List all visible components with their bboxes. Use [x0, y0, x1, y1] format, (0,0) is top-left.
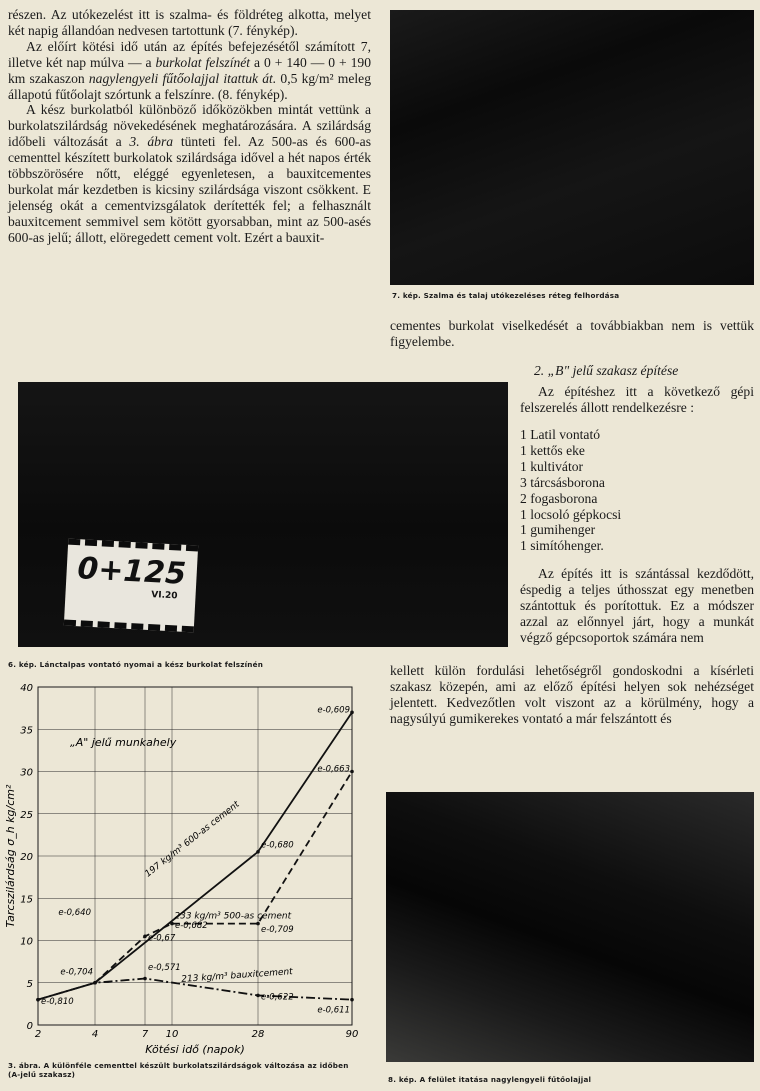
sign-date: VI.20	[150, 590, 178, 602]
data-label: e-0,640	[58, 908, 91, 919]
paragraph: Az előírt kötési idő után az építés befejezésétől számított 7, illetve két nap múlva — a burkolat felszínét a 0 + 140 — 0 + 190 km szakaszon nagylengyeli fűtőolajjal itattuk át. 0,5 kg/m² meleg állapotú fűtőolajt szórtunk a felszínre. (8. fénykép).	[8, 38, 372, 102]
data-point	[256, 850, 260, 854]
data-point	[350, 770, 354, 774]
caption-figure-3: 3. ábra. A különféle cementtel készült burkolatszilárdságok változása az időben (A-jelű szakasz)	[8, 1061, 349, 1079]
data-label: e-0,709	[261, 925, 294, 936]
photo-6	[18, 382, 508, 647]
series-label: 197 kg/m³ 600-as cement	[143, 799, 242, 880]
y-tick-label: 20	[20, 852, 33, 863]
list-item: 3 tárcsásborona	[520, 474, 605, 490]
data-label: e-0,810	[41, 996, 74, 1007]
strength-chart	[0, 675, 370, 1056]
x-tick-label: 4	[91, 1029, 99, 1040]
y-tick-label: 10	[20, 936, 33, 948]
series-label: 233 kg/m³ 500-as cement	[174, 911, 292, 922]
paragraph: kellett külön fordulási lehetőségről gondoskodni a kísérleti szakasz közepén, ami az előző építési helyen sok nehézséget jelentett. Kedvezőtlen volt viszont az a körülmény, hogy a nagysúlyú gumikerekes vontató a már felszántott és	[390, 663, 754, 726]
y-tick-label: 30	[20, 767, 33, 779]
data-label: e-0,67	[148, 933, 176, 944]
data-label: e-0,571	[148, 963, 181, 974]
data-label: e-0,682	[175, 920, 208, 931]
data-label: e-0,680	[261, 840, 294, 851]
list-item: 1 kultivátor	[520, 458, 584, 474]
x-axis-label: Kötési idő (napok)	[145, 1043, 245, 1056]
x-tick-label: 2	[34, 1029, 42, 1040]
y-tick-label: 25	[20, 809, 33, 821]
caption-photo-8: 8. kép. A felület itatása nagylengyeli fűtőolajjal	[388, 1075, 592, 1084]
x-tick-label: 90	[345, 1029, 359, 1040]
x-tick-label: 28	[251, 1029, 265, 1040]
data-label: e-0,622	[261, 992, 294, 1003]
paragraph: részen. Az utókezelést itt is szalma- és földréteg alkotta, melyet két napig állandóan nedvesen tartottunk (7. fénykép).	[8, 7, 371, 38]
list-item: 1 gumihenger	[520, 522, 596, 538]
data-point	[350, 711, 354, 715]
data-label: e-0,609	[317, 705, 350, 716]
chart-annotation: „A" jelű munkahely	[70, 736, 177, 750]
section-heading: 2. „B" jelű szakasz építése	[534, 363, 679, 378]
list-item: 2 fogasborona	[520, 490, 598, 506]
sign-text: 0+125	[76, 551, 187, 592]
caption-photo-7: 7. kép. Szalma és talaj utókezeléses réteg felhordása	[392, 291, 620, 300]
data-label: e-0,611	[317, 1005, 350, 1016]
y-tick-label: 0	[26, 1021, 33, 1032]
paragraph: A kész burkolatból különböző időközökben mintát vettünk a burkolatszilárdság növekedésének meghatározására. A szilárdság időbeli változását a 3. ábra tünteti fel. Az 500-as és 600-as cementtel készített burkolatok szilárdsága idővel a hét napos érték többszörösére nőtt, eléggé egyenletesen, a bauxitcementes burkolat már kezdetben is kicsiny szilárdsága viszont csökkent. E jelenség okát a cementvizsgálatok derítették fel; a felhasznált bauxitcement semmivel sem kötött gyorsabban, mint az 500-asés 600-as jelű; állott, elöregedett cement volt. Ezért a bauxit-	[8, 102, 371, 245]
data-point	[170, 922, 174, 926]
x-tick-label: 7	[141, 1029, 149, 1040]
paragraph: Az építés itt is szántással kezdődött, éspedig a teljes úthosszat egy menetben szántottuk és porítottuk. Ez a módszer azzal az előnnyel járt, hogy a munkát végző gépcsoportok számára nem	[520, 566, 754, 645]
photo-8	[386, 792, 754, 1062]
y-tick-label: 15	[20, 894, 33, 906]
list-item: 1 kettős eke	[520, 442, 585, 458]
list-item: 1 Latil vontató	[520, 427, 601, 442]
data-point	[143, 934, 147, 938]
series-label: 213 kg/m³ bauxitcement	[181, 967, 294, 985]
equipment-intro: Az építéshez itt a következő gépi felszerelés állott rendelkezésre :	[520, 384, 754, 415]
data-point	[143, 977, 147, 981]
equipment-list	[520, 427, 621, 554]
left-column-text	[8, 7, 371, 246]
data-point	[36, 998, 40, 1002]
right-column-text	[390, 318, 754, 350]
data-point	[256, 922, 260, 926]
y-tick-label: 40	[20, 683, 33, 694]
list-item: 1 locsoló gépkocsi	[520, 506, 622, 522]
data-point	[256, 994, 260, 998]
paragraph: cementes burkolat viselkedését a továbbiakban nem is vettük figyelembe.	[390, 318, 754, 349]
caption-photo-6: 6. kép. Lánctalpas vontató nyomai a kész burkolat felszínén	[8, 660, 264, 669]
data-label: e-0,663	[317, 764, 350, 775]
data-point	[93, 981, 97, 985]
y-tick-label: 5	[26, 978, 33, 990]
station-sign	[64, 539, 198, 633]
data-point	[350, 998, 354, 1002]
photo-7	[390, 10, 754, 285]
y-tick-label: 35	[20, 725, 33, 737]
list-item: 1 simítóhenger.	[520, 538, 604, 554]
y-axis-label: Tarcszilárdság σ_h kg/cm²	[4, 784, 17, 928]
x-tick-label: 10	[165, 1029, 179, 1040]
data-label: e-0,704	[60, 967, 93, 978]
